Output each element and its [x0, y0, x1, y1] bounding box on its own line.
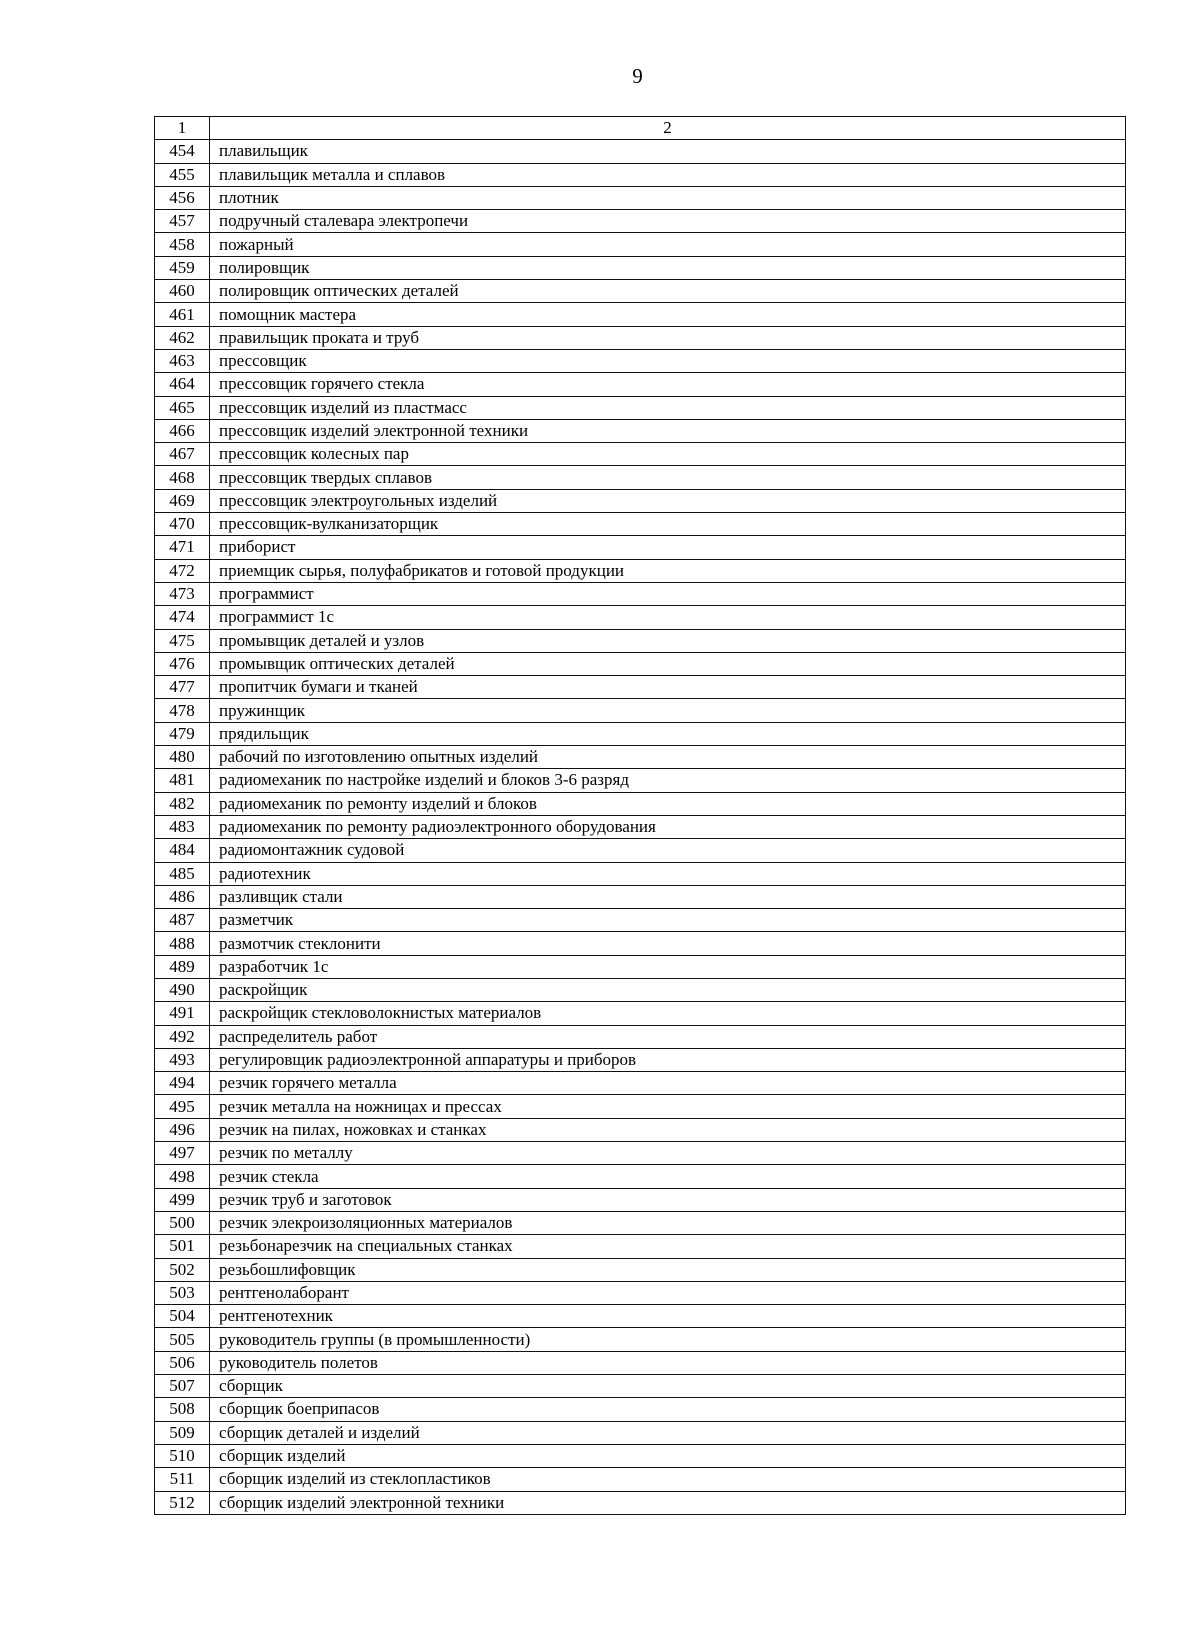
- table-header-row: [155, 117, 1126, 140]
- table-row: [155, 489, 1126, 512]
- table-row: [155, 862, 1126, 885]
- table-row: [155, 559, 1126, 582]
- row-number: 491: [155, 1002, 210, 1025]
- row-number: 462: [155, 326, 210, 349]
- row-number: 474: [155, 606, 210, 629]
- row-number: 478: [155, 699, 210, 722]
- table-row: [155, 280, 1126, 303]
- column-header-2: 2: [210, 117, 1126, 140]
- table-row: [155, 1398, 1126, 1421]
- table-row: [155, 1444, 1126, 1467]
- profession-name: резчик труб и заготовок: [210, 1188, 1126, 1211]
- profession-name: руководитель группы (в промышленности): [210, 1328, 1126, 1351]
- table-row: [155, 326, 1126, 349]
- table-row: [155, 1328, 1126, 1351]
- profession-name: сборщик боеприпасов: [210, 1398, 1126, 1421]
- table-body: [155, 140, 1126, 1515]
- table-row: [155, 536, 1126, 559]
- row-number: 472: [155, 559, 210, 582]
- row-number: 495: [155, 1095, 210, 1118]
- profession-name: сборщик изделий из стеклопластиков: [210, 1468, 1126, 1491]
- row-number: 485: [155, 862, 210, 885]
- table-row: [155, 466, 1126, 489]
- table-row: [155, 1165, 1126, 1188]
- row-number: 510: [155, 1444, 210, 1467]
- profession-name: полировщик: [210, 256, 1126, 279]
- table-row: [155, 443, 1126, 466]
- profession-name: приемщик сырья, полуфабрикатов и готовой продукции: [210, 559, 1126, 582]
- profession-name: радиомеханик по настройке изделий и блоков 3-6 разряд: [210, 769, 1126, 792]
- profession-name: разметчик: [210, 909, 1126, 932]
- row-number: 473: [155, 582, 210, 605]
- row-number: 475: [155, 629, 210, 652]
- profession-name: прессовщик горячего стекла: [210, 373, 1126, 396]
- row-number: 457: [155, 210, 210, 233]
- profession-name: радиотехник: [210, 862, 1126, 885]
- profession-name: прессовщик твердых сплавов: [210, 466, 1126, 489]
- profession-name: размотчик стеклонити: [210, 932, 1126, 955]
- table-row: [155, 978, 1126, 1001]
- table-row: [155, 769, 1126, 792]
- profession-name: плавильщик: [210, 140, 1126, 163]
- table-row: [155, 1142, 1126, 1165]
- row-number: 508: [155, 1398, 210, 1421]
- row-number: 465: [155, 396, 210, 419]
- table-row: [155, 839, 1126, 862]
- profession-name: прессовщик: [210, 349, 1126, 372]
- row-number: 490: [155, 978, 210, 1001]
- row-number: 482: [155, 792, 210, 815]
- row-number: 464: [155, 373, 210, 396]
- profession-name: раскройщик стекловолокнистых материалов: [210, 1002, 1126, 1025]
- profession-name: пружинщик: [210, 699, 1126, 722]
- profession-name: подручный сталевара электропечи: [210, 210, 1126, 233]
- table-row: [155, 1095, 1126, 1118]
- profession-name: резчик металла на ножницах и прессах: [210, 1095, 1126, 1118]
- profession-name: прессовщик изделий из пластмасс: [210, 396, 1126, 419]
- profession-name: полировщик оптических деталей: [210, 280, 1126, 303]
- row-number: 467: [155, 443, 210, 466]
- table-row: [155, 1258, 1126, 1281]
- profession-name: прессовщик колесных пар: [210, 443, 1126, 466]
- table-row: [155, 629, 1126, 652]
- profession-name: регулировщик радиоэлектронной аппаратуры и приборов: [210, 1048, 1126, 1071]
- row-number: 497: [155, 1142, 210, 1165]
- row-number: 504: [155, 1305, 210, 1328]
- profession-name: резчик элекроизоляционных материалов: [210, 1211, 1126, 1234]
- table-row: [155, 1188, 1126, 1211]
- row-number: 502: [155, 1258, 210, 1281]
- row-number: 463: [155, 349, 210, 372]
- profession-name: резчик стекла: [210, 1165, 1126, 1188]
- page-number: 9: [632, 64, 643, 88]
- table-row: [155, 1118, 1126, 1141]
- column-header-1: 1: [155, 117, 210, 140]
- table-row: [155, 746, 1126, 769]
- table-row: [155, 1351, 1126, 1374]
- row-number: 487: [155, 909, 210, 932]
- profession-name: прессовщик-вулканизаторщик: [210, 513, 1126, 536]
- profession-name: правильщик проката и труб: [210, 326, 1126, 349]
- row-number: 471: [155, 536, 210, 559]
- row-number: 507: [155, 1375, 210, 1398]
- profession-name: резчик горячего металла: [210, 1072, 1126, 1095]
- table-row: [155, 1305, 1126, 1328]
- row-number: 488: [155, 932, 210, 955]
- profession-name: рабочий по изготовлению опытных изделий: [210, 746, 1126, 769]
- table-row: [155, 955, 1126, 978]
- profession-name: пожарный: [210, 233, 1126, 256]
- row-number: 456: [155, 186, 210, 209]
- profession-name: радиомеханик по ремонту изделий и блоков: [210, 792, 1126, 815]
- table-row: [155, 1072, 1126, 1095]
- profession-name: разработчик 1с: [210, 955, 1126, 978]
- row-number: 461: [155, 303, 210, 326]
- table-row: [155, 606, 1126, 629]
- table-row: [155, 652, 1126, 675]
- profession-name: сборщик изделий: [210, 1444, 1126, 1467]
- table-row: [155, 1491, 1126, 1514]
- row-number: 492: [155, 1025, 210, 1048]
- table-row: [155, 1281, 1126, 1304]
- profession-name: промывщик деталей и узлов: [210, 629, 1126, 652]
- profession-name: резьбонарезчик на специальных станках: [210, 1235, 1126, 1258]
- row-number: 468: [155, 466, 210, 489]
- row-number: 470: [155, 513, 210, 536]
- table-row: [155, 303, 1126, 326]
- row-number: 499: [155, 1188, 210, 1211]
- row-number: 459: [155, 256, 210, 279]
- professions-table: [154, 116, 1126, 1515]
- table-row: [155, 815, 1126, 838]
- profession-name: радиомонтажник судовой: [210, 839, 1126, 862]
- row-number: 460: [155, 280, 210, 303]
- profession-name: резчик по металлу: [210, 1142, 1126, 1165]
- profession-name: рентгенолаборант: [210, 1281, 1126, 1304]
- row-number: 458: [155, 233, 210, 256]
- profession-name: резьбошлифовщик: [210, 1258, 1126, 1281]
- profession-name: прессовщик электроугольных изделий: [210, 489, 1126, 512]
- row-number: 512: [155, 1491, 210, 1514]
- table-row: [155, 1048, 1126, 1071]
- profession-name: промывщик оптических деталей: [210, 652, 1126, 675]
- row-number: 493: [155, 1048, 210, 1071]
- profession-name: сборщик: [210, 1375, 1126, 1398]
- profession-name: сборщик деталей и изделий: [210, 1421, 1126, 1444]
- table-row: [155, 909, 1126, 932]
- row-number: 505: [155, 1328, 210, 1351]
- profession-name: программист: [210, 582, 1126, 605]
- row-number: 481: [155, 769, 210, 792]
- profession-name: раскройщик: [210, 978, 1126, 1001]
- table-row: [155, 676, 1126, 699]
- row-number: 483: [155, 815, 210, 838]
- table-row: [155, 163, 1126, 186]
- table-row: [155, 419, 1126, 442]
- profession-name: сборщик изделий электронной техники: [210, 1491, 1126, 1514]
- table-row: [155, 885, 1126, 908]
- profession-name: прессовщик изделий электронной техники: [210, 419, 1126, 442]
- row-number: 503: [155, 1281, 210, 1304]
- profession-name: разливщик стали: [210, 885, 1126, 908]
- row-number: 489: [155, 955, 210, 978]
- table-row: [155, 1211, 1126, 1234]
- table-row: [155, 186, 1126, 209]
- row-number: 501: [155, 1235, 210, 1258]
- row-number: 486: [155, 885, 210, 908]
- profession-name: программист 1с: [210, 606, 1126, 629]
- profession-name: рентгенотехник: [210, 1305, 1126, 1328]
- profession-name: прядильщик: [210, 722, 1126, 745]
- table-row: [155, 210, 1126, 233]
- profession-name: помощник мастера: [210, 303, 1126, 326]
- row-number: 509: [155, 1421, 210, 1444]
- profession-name: руководитель полетов: [210, 1351, 1126, 1374]
- table-row: [155, 1235, 1126, 1258]
- table-row: [155, 256, 1126, 279]
- table-row: [155, 1421, 1126, 1444]
- table-row: [155, 582, 1126, 605]
- row-number: 477: [155, 676, 210, 699]
- table-row: [155, 792, 1126, 815]
- profession-name: пропитчик бумаги и тканей: [210, 676, 1126, 699]
- row-number: 466: [155, 419, 210, 442]
- table-row: [155, 1025, 1126, 1048]
- profession-name: распределитель работ: [210, 1025, 1126, 1048]
- table-row: [155, 233, 1126, 256]
- table-row: [155, 140, 1126, 163]
- table-row: [155, 349, 1126, 372]
- table-row: [155, 722, 1126, 745]
- table-row: [155, 373, 1126, 396]
- profession-name: приборист: [210, 536, 1126, 559]
- row-number: 479: [155, 722, 210, 745]
- table-row: [155, 699, 1126, 722]
- row-number: 500: [155, 1211, 210, 1234]
- row-number: 454: [155, 140, 210, 163]
- table-row: [155, 513, 1126, 536]
- row-number: 455: [155, 163, 210, 186]
- row-number: 484: [155, 839, 210, 862]
- row-number: 469: [155, 489, 210, 512]
- row-number: 498: [155, 1165, 210, 1188]
- row-number: 496: [155, 1118, 210, 1141]
- row-number: 494: [155, 1072, 210, 1095]
- row-number: 480: [155, 746, 210, 769]
- table-row: [155, 1002, 1126, 1025]
- table-row: [155, 932, 1126, 955]
- table-row: [155, 1375, 1126, 1398]
- profession-name: радиомеханик по ремонту радиоэлектронного оборудования: [210, 815, 1126, 838]
- row-number: 511: [155, 1468, 210, 1491]
- table-row: [155, 396, 1126, 419]
- profession-name: резчик на пилах, ножовках и станках: [210, 1118, 1126, 1141]
- row-number: 506: [155, 1351, 210, 1374]
- profession-name: плотник: [210, 186, 1126, 209]
- table-row: [155, 1468, 1126, 1491]
- row-number: 476: [155, 652, 210, 675]
- profession-name: плавильщик металла и сплавов: [210, 163, 1126, 186]
